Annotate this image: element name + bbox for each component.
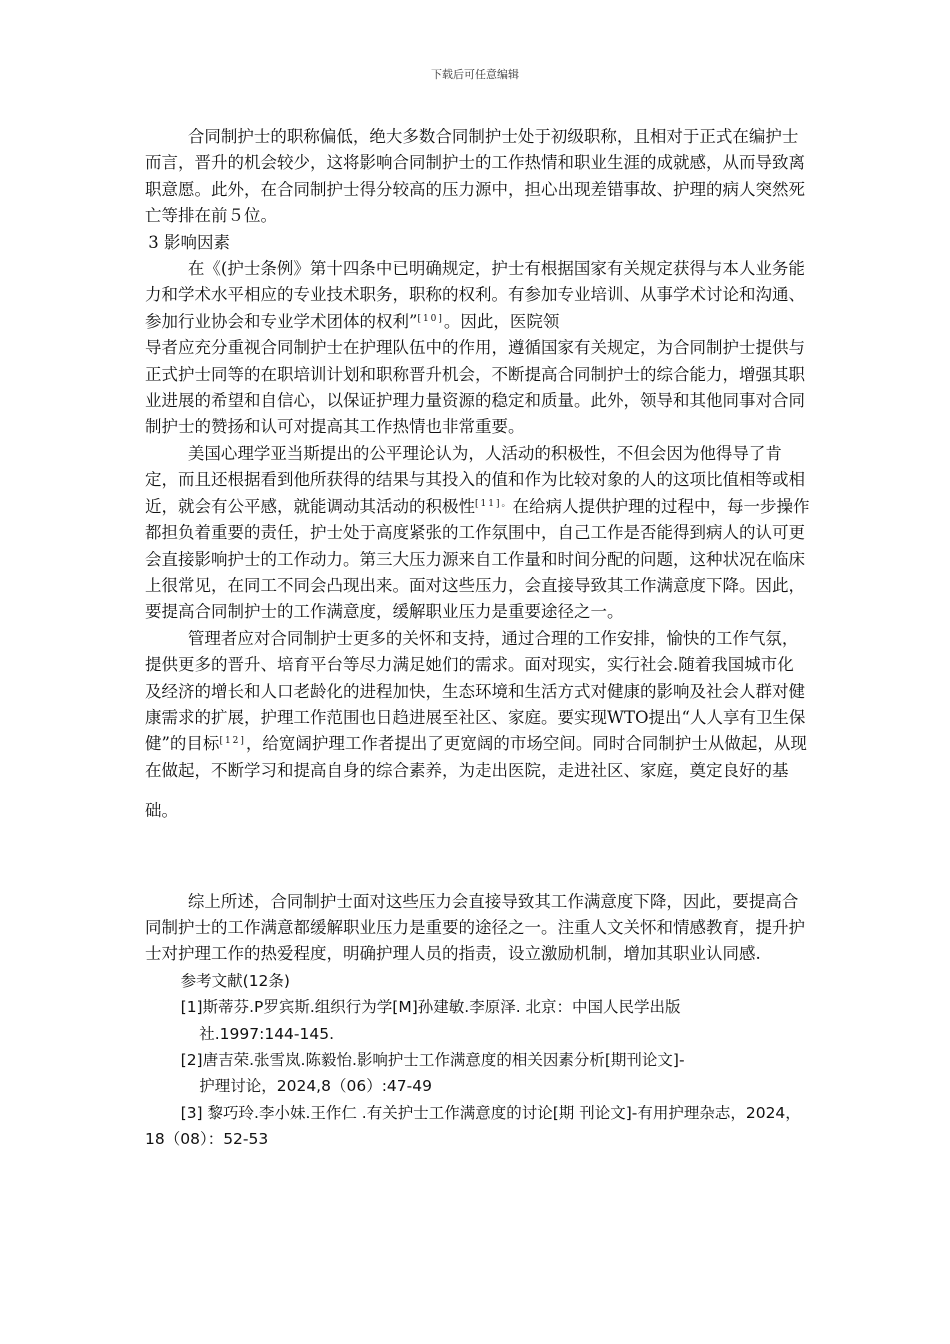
reference-text: 社.1997:144-145.	[199, 1024, 335, 1043]
reference-3: [3] 黎巧玲.李小妹.王作仁 .有关护士工作满意度的讨论[期 刊论文]-有用护理杂志，2024，18（08）：52-53	[145, 1103, 801, 1149]
page-header: 下载后可任意编辑	[431, 68, 519, 81]
paragraph-text: ，给宽阔护理工作者提出了更宽阔的市场空间。同时合同制护士从做起，从现在做起，不断学习和提高自身的综合素养，为走出医院，走进社区、家庭，奠定良好的基	[145, 734, 807, 780]
citation-10: [10]	[417, 313, 444, 324]
references-title: 参考文献(12条)	[180, 971, 290, 990]
section-heading-influencing-factors: 3 影响因素	[148, 232, 231, 252]
paragraph-leadership: 导者应充分重视合同制护士在护理队伍中的作用，遵循国家有关规定，为合同制护士提供与正式护士同等的在职培训计划和职称晋升机会，不断提高合同制护士的综合能力，增强其职业进展的希望和自信心，以保证护理力量资源的稳定和质量。此外，领导和其他同事对合同制护士的赞扬和认可对提高其工作热情也非常重要。	[145, 338, 805, 437]
citation-12: [12]	[219, 736, 246, 747]
paragraph-text: 。因此，医院领	[443, 311, 560, 331]
reference-1	[145, 994, 810, 1047]
citation-11: [11]。	[475, 498, 513, 509]
document-body	[145, 124, 810, 1153]
reference-text: [1]斯蒂芬.P罗宾斯.组织行为学[M]孙建敏.李原泽. 北京：中国人民学出版	[180, 998, 681, 1017]
paragraph-managers-end: 础。	[145, 801, 178, 821]
reference-text: 护理讨论，2024,8（06）:47-49	[199, 1077, 432, 1096]
paragraph-conclusion: 综上所述，合同制护士面对这些压力会直接导致其工作满意度下降，因此，要提高合同制护士的工作满意都缓解职业压力是重要的途径之一。注重人文关怀和情感教育，提升护士对护理工作的热爱程度，明确护理人员的指责，设立激励机制，增加其职业认同感.	[145, 891, 805, 964]
paragraph-equity-theory	[145, 441, 810, 626]
paragraph-text: 在《(护士条例》第十四条中已明确规定，护士有根据国家有关规定获得与本人业务能力和学术水平相应的专业技术职务，职称的权利。有参加专业培训、从事学术讨论和沟通、参加行业协会和专业学术团体的权利”	[145, 259, 805, 331]
paragraph-text: 美国心理学亚当斯提出的公平理论认为，人活动的积极性，不但会因为他得导了肯定，而且还根据看到他所获得的结果与其投入的值和作为比较对象的人的这项比值相等或相近，就会有公平感，就能调动其活动的积极性	[145, 443, 805, 516]
spacer	[145, 784, 810, 798]
paragraph-nurse-regulations	[145, 256, 810, 335]
reference-2	[145, 1047, 810, 1100]
paragraph-text: 管理者应对合同制护士更多的关怀和支持，通过合理的工作安排，愉快的工作气氛，提供更多的晋升、培育平台等尽力满足她们的需求。面对现实，实行社会.随着我国城市化及经济的增长和人口老龄化的进程加快，生态环境和生活方式对健康的影响及社会人群对健康需求的扩展，护理工作范围也日趋进展至社区、家庭。要实现WTO提出“人人享有卫生保健”的目标	[145, 628, 806, 754]
paragraph-text: 在给病人提供护理的过程中，每一步操作都担负着重要的责任，护士处于高度紧张的工作氛围中，自己工作是否能得到病人的认可更会直接影响护士的工作动力。第三大压力源来自工作量和时间分配的问题，这种状况在临床上很常见，在同工不同会凸现出来。面对这些压力，会直接导致其工作满意度下降。因此，要提高合同制护士的工作满意度，缓解职业压力是重要途径之一。	[145, 496, 810, 622]
paragraph-managers	[145, 626, 810, 784]
paragraph-professional-title: 合同制护士的职称偏低，绝大多数合同制护士处于初级职称，且相对于正式在编护士而言，晋升的机会较少，这将影响合同制护士的工作热情和职业生涯的成就感，从而导致离职意愿。此外，在合同制护士得分较高的压力源中，担心出现差错事故、护理的病人突然死亡等排在前５位。	[145, 127, 805, 226]
spacer	[145, 825, 810, 889]
reference-text: [2]唐吉荣.张雪岚.陈毅怡.影响护士工作满意度的相关因素分析[期刊论文]-	[180, 1051, 685, 1069]
